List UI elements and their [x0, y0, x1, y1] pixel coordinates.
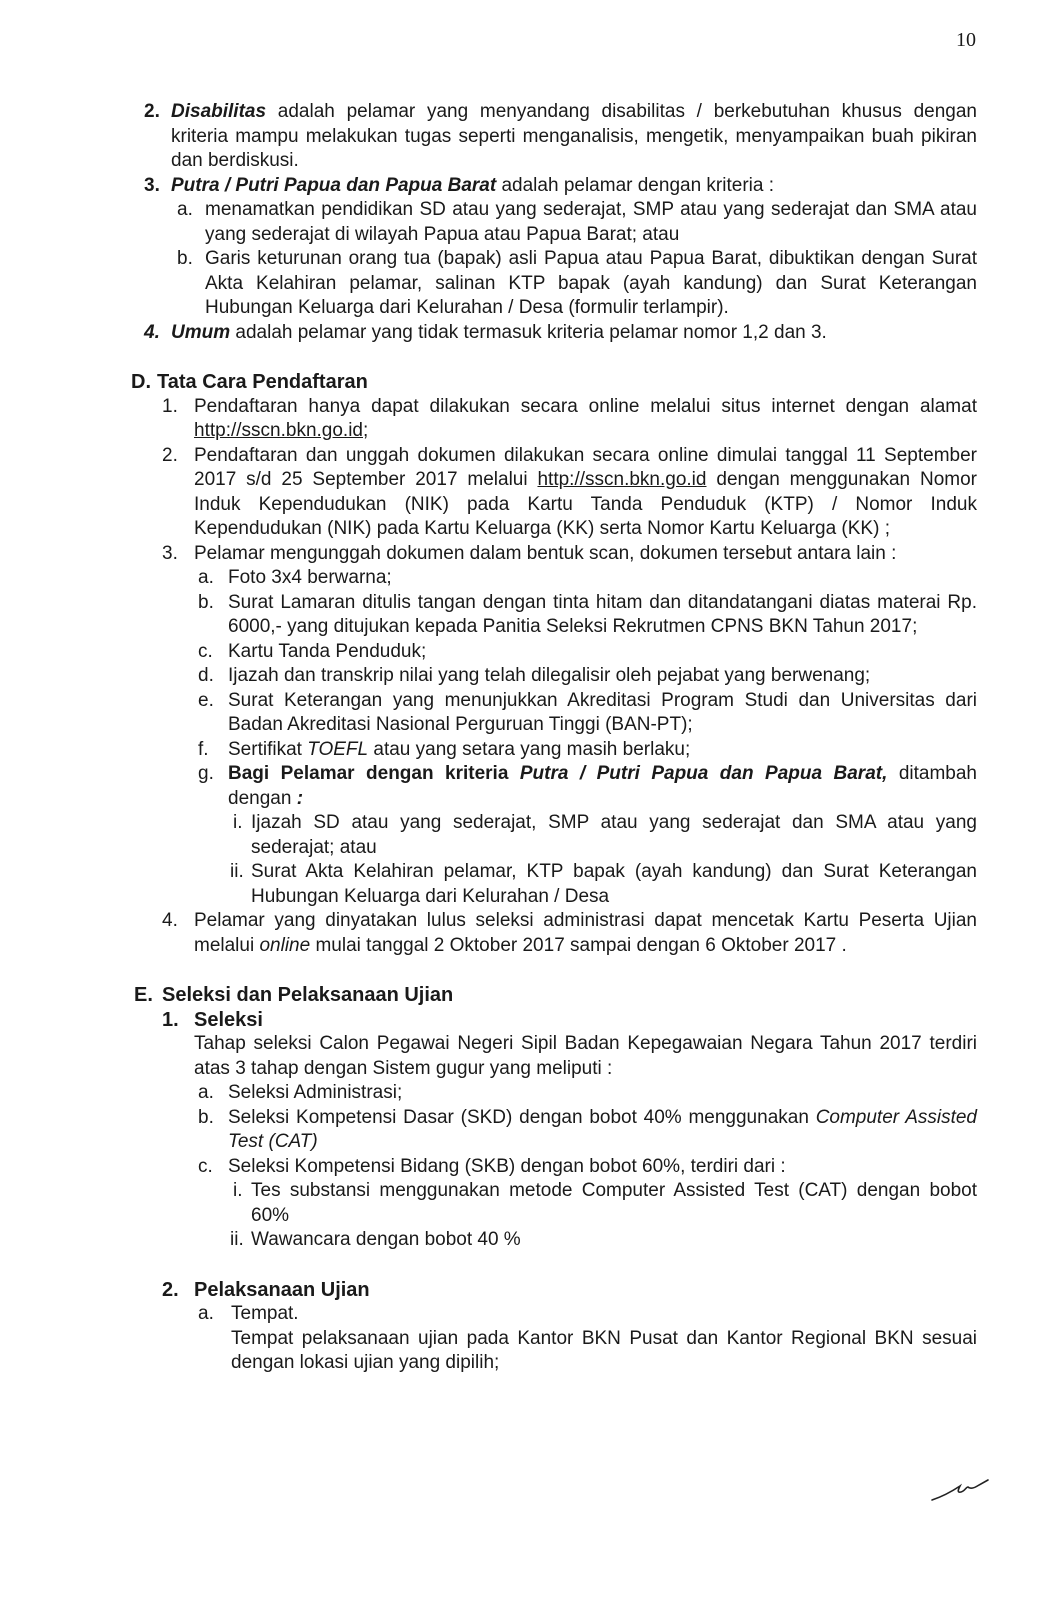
criteria-3-sub-a: [177, 198, 977, 247]
sub-letter: a.: [198, 1303, 214, 1324]
sub-letter: d.: [198, 665, 214, 686]
sub-letter: b.: [198, 591, 214, 613]
sub-text: Ijazah SD atau yang sederajat, SMP atau yang sederajat dan SMA atau yang sederajat; atau: [251, 812, 977, 858]
item-text: Pelamar yang dinyatakan lulus seleksi administrasi dapat mencetak Kartu Peserta Ujian melalui online mulai tanggal 2 Oktober 2017 sampai dengan 6 Oktober 2017 .: [194, 910, 977, 956]
item-text: Pendaftaran dan unggah dokumen dilakukan secara online dimulai tanggal 11 September 2017 s/d 25 September 2017 melalui http://sscn.bkn.go.id dengan menggunakan Nomor Induk Kependudukan (NIK) pada Kartu Tanda Penduduk (KTP) / Nomor Induk Kependudukan (NIK) pada Kartu Keluarga (KK) serta Nomor Kartu Keluarga (KK) ;: [194, 444, 977, 539]
item-number: 2.: [162, 444, 178, 466]
sub-text: Garis keturunan orang tua (bapak) asli Papua atau Papua Barat, dibuktikan dengan Surat Akta Kelahiran pelamar, salinan KTP bapak (ayah kandung) dan Surat Keterangan Hubungan Keluarga dari Kelurahan / Desa (formulir terlampir).: [205, 248, 977, 318]
section-title: Seleksi dan Pelaksanaan Ujian: [162, 984, 454, 1006]
item-text: Pendaftaran hanya dapat dilakukan secara online melalui situs internet dengan alamat http://sscn.bkn.go.id;: [194, 395, 977, 441]
criteria-description: adalah pelamar dengan kriteria :: [496, 174, 774, 196]
document-item-c: [198, 640, 977, 665]
intro-text: Tahap seleksi Calon Pegawai Negeri Sipil Badan Kepegawaian Negara Tahun 2017 terdiri atas 3 tahap dengan Sistem gugur yang meliputi :: [194, 1033, 977, 1079]
sub-text: Kartu Tanda Penduduk;: [228, 640, 427, 662]
papua-document-ii: [230, 860, 977, 909]
document-item-d: [198, 664, 977, 689]
document-item-f: [198, 738, 977, 763]
criteria-description: adalah pelamar yang tidak termasuk kriteria pelamar nomor 1,2 dan 3.: [230, 321, 827, 343]
sub-letter: f.: [198, 738, 209, 760]
criteria-number: 3.: [144, 174, 160, 196]
section-e-heading: [134, 983, 1046, 1008]
criteria-term: Putra / Putri Papua dan Papua Barat: [171, 174, 497, 196]
criteria-text: [171, 321, 977, 346]
section-title: Tata Cara Pendaftaran: [157, 371, 368, 393]
sub-text: Surat Lamaran ditulis tangan dengan tinta hitam dan ditandatangani diatas materai Rp. 6000,- yang ditujukan kepada Panitia Seleksi Rekrutmen CPNS BKN Tahun 2017;: [228, 591, 977, 637]
sub-letter: c.: [198, 640, 213, 662]
criteria-number: 4.: [144, 321, 160, 343]
sub-text: Tes substansi menggunakan metode Computer Assisted Test (CAT) dengan bobot 60%: [251, 1180, 977, 1226]
seleksi-heading: [162, 1008, 1046, 1033]
item-number: 1.: [162, 395, 178, 417]
sub-text: Wawancara dengan bobot 40 %: [251, 1229, 521, 1250]
subsection-number: 2.: [162, 1278, 179, 1301]
criteria-term: Disabilitas: [171, 101, 267, 122]
sscn-link[interactable]: http://sscn.bkn.go.id: [194, 420, 363, 441]
criteria-text: [171, 174, 977, 199]
seleksi-item-b: [198, 1106, 977, 1155]
sub-roman: ii.: [230, 861, 244, 882]
pelaksanaan-heading: [162, 1278, 1046, 1303]
subsection-title: Pelaksanaan Ujian: [194, 1278, 370, 1301]
pelaksanaan-item-a: [198, 1302, 977, 1376]
sub-text: Bagi Pelamar dengan kriteria Putra / Putri Papua dan Papua Barat, ditambah dengan :: [228, 763, 977, 809]
skb-item-i: [233, 1179, 977, 1228]
criteria-item-3: [144, 174, 977, 199]
section-d-item-2: [162, 444, 977, 542]
criteria-description: adalah pelamar yang menyandang disabilitas / berkebutuhan khusus dengan kriteria mampu melakukan tugas seperti menganalisis, mengetik, menyampaikan buah pikiran dan berdiskusi.: [171, 101, 977, 171]
sub-letter: c.: [198, 1155, 213, 1177]
document-item-e: [198, 689, 977, 738]
sub-text: Tempat pelaksanaan ujian pada Kantor BKN Pusat dan Kantor Regional BKN sesuai dengan lokasi ujian yang dipilih;: [231, 1327, 977, 1373]
item-number: 3.: [162, 542, 178, 564]
sub-text: menamatkan pendidikan SD atau yang sederajat, SMP atau yang sederajat dan SMA atau yang sederajat di wilayah Papua atau Papua Barat; atau: [205, 199, 977, 245]
sub-letter: a.: [198, 567, 214, 588]
sub-text: Foto 3x4 berwarna;: [228, 567, 392, 588]
section-letter: D.: [131, 371, 151, 393]
criteria-text: [171, 100, 977, 174]
criteria-item-4: [144, 321, 977, 346]
document-item-b: [198, 591, 977, 640]
document-item-a: [198, 566, 977, 591]
sub-letter: g.: [198, 763, 214, 784]
section-d-heading: [131, 370, 1046, 395]
criteria-3-sub-b: [177, 247, 977, 321]
sub-text: Seleksi Kompetensi Bidang (SKB) dengan bobot 60%, terdiri dari :: [228, 1155, 786, 1177]
sub-letter: b.: [177, 248, 193, 269]
sub-roman: i.: [233, 812, 243, 833]
criteria-list: [0, 100, 1046, 345]
section-d-item-4: [162, 909, 977, 958]
signature-initial-icon: [930, 1478, 992, 1504]
sub-text: Sertifikat TOEFL atau yang setara yang masih berlaku;: [228, 738, 691, 760]
sub-letter: a.: [198, 1082, 214, 1103]
item-number: 4.: [162, 910, 178, 931]
section-d-item-1: [162, 395, 977, 444]
sub-text: Surat Keterangan yang menunjukkan Akreditasi Program Studi dan Universitas dari Badan Akreditasi Nasional Perguruan Tinggi (BAN-PT);: [228, 689, 977, 735]
sub-roman: ii.: [230, 1229, 244, 1250]
sub-text: Seleksi Kompetensi Dasar (SKD) dengan bobot 40% menggunakan Computer Assisted Test (CAT): [228, 1106, 977, 1152]
seleksi-item-c: [198, 1155, 977, 1180]
sub-roman: i.: [233, 1180, 243, 1201]
criteria-number: 2.: [144, 101, 160, 122]
section-d-item-3: [162, 542, 977, 567]
document-body: [0, 100, 1046, 1376]
page-number: 10: [956, 29, 976, 51]
skb-item-ii: [230, 1228, 977, 1253]
seleksi-intro: [194, 1032, 977, 1081]
sub-letter: b.: [198, 1106, 214, 1128]
section-letter: E.: [134, 984, 153, 1006]
seleksi-item-a: [198, 1081, 977, 1106]
sub-text: Seleksi Administrasi;: [228, 1082, 403, 1103]
subsection-number: 1.: [162, 1008, 179, 1031]
subsection-title: Seleksi: [194, 1008, 263, 1031]
sub-text: Surat Akta Kelahiran pelamar, KTP bapak (ayah kandung) dan Surat Keterangan Hubungan Keluarga dari Kelurahan / Desa: [251, 861, 977, 907]
sscn-link[interactable]: http://sscn.bkn.go.id: [537, 469, 707, 490]
papua-document-i: [233, 811, 977, 860]
sub-letter: e.: [198, 689, 214, 711]
sub-text: Ijazah dan transkrip nilai yang telah dilegalisir oleh pejabat yang berwenang;: [228, 665, 871, 686]
sub-letter: a.: [177, 199, 193, 220]
item-text: Pelamar mengunggah dokumen dalam bentuk scan, dokumen tersebut antara lain :: [194, 542, 897, 564]
criteria-item-2: [144, 100, 977, 174]
document-item-g: [198, 762, 977, 811]
sub-title: Tempat.: [231, 1303, 299, 1324]
criteria-term: Umum: [171, 321, 231, 343]
